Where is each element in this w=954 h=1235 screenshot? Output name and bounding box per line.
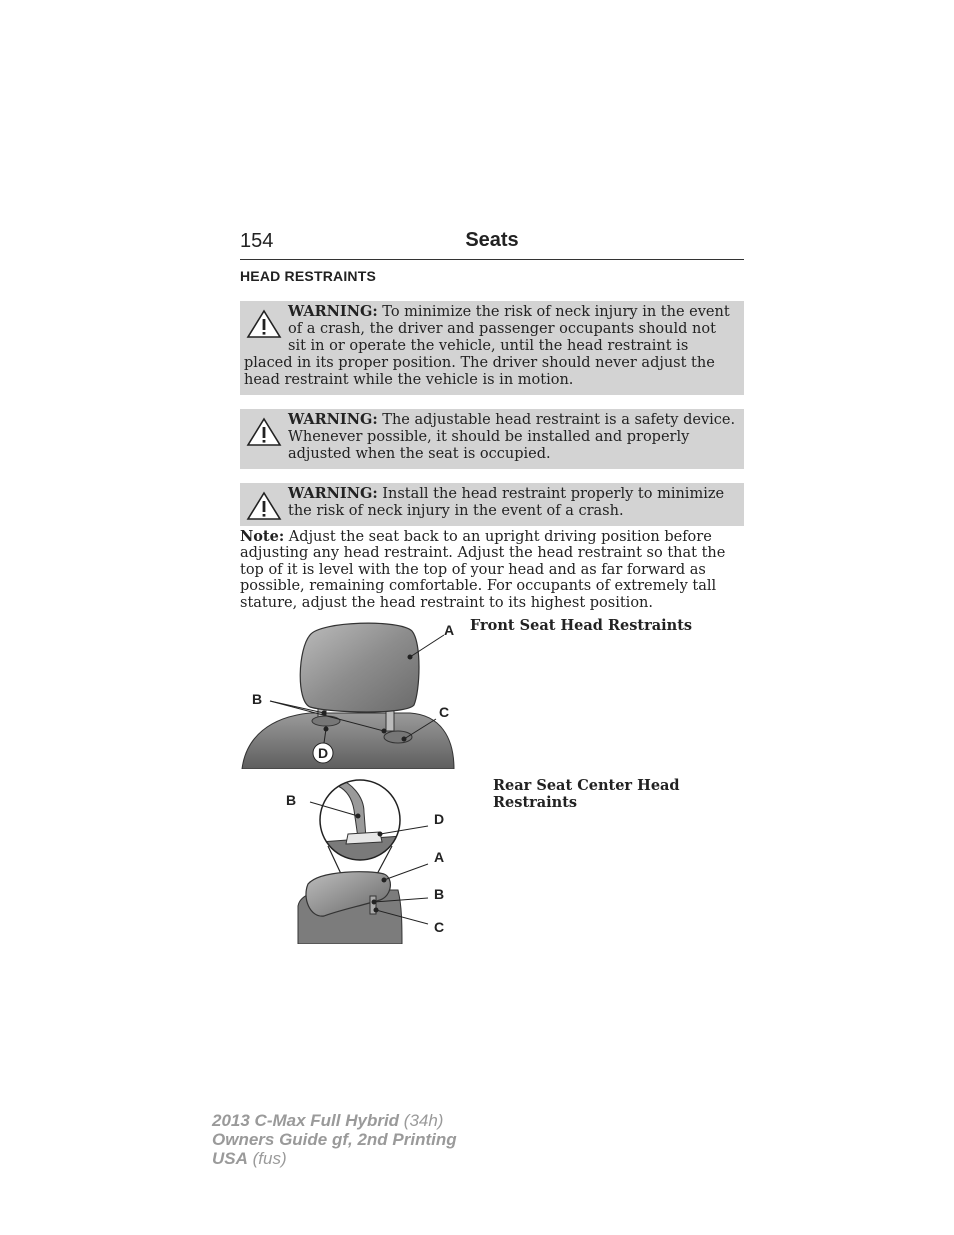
footer-market-code: (fus) (247, 1149, 287, 1168)
page-title: Seats (465, 229, 519, 251)
note-paragraph (240, 529, 744, 611)
callout-b: B (252, 691, 263, 707)
footer-line-1 (212, 1111, 457, 1130)
footer-line-2: Owners Guide gf, 2nd Printing (212, 1130, 457, 1149)
warning-triangle-icon (246, 491, 282, 521)
footer-line-3 (212, 1149, 457, 1168)
callout-b-top: B (286, 792, 297, 808)
warning-label: WARNING: (288, 303, 378, 320)
warning-box-2 (240, 409, 744, 469)
footer (212, 1111, 457, 1168)
rear-seat-center-head-restraint-illustration (280, 776, 460, 944)
callout-c: C (434, 919, 445, 935)
callout-d: D (318, 745, 329, 761)
footer-model: 2013 C-Max Full Hybrid (212, 1111, 400, 1130)
figure-caption-rear: Rear Seat Center Head Restraints (493, 777, 680, 811)
warning-triangle-icon (246, 309, 282, 339)
callout-a: A (434, 849, 445, 865)
warning-label: WARNING: (288, 485, 378, 502)
warning-triangle-icon (246, 417, 282, 447)
warning-text: Install the head restraint properly to minimize the risk of neck injury in the event of a crash. (288, 486, 725, 519)
warning-text: The adjustable head restraint is a safety device. Whenever possible, it should be installed and properly adjusted when the seat is occupied. (288, 412, 736, 462)
callout-b-bottom: B (434, 886, 445, 902)
callout-c: C (439, 704, 450, 720)
warning-text: To minimize the risk of neck injury in the event of a crash, the driver and passenger occupants should not sit in or operate the vehicle, until the head restraint is placed in its proper position. The driver should never adjust the head restraint while the vehicle is in motion. (244, 304, 730, 388)
note-label: Note: (240, 528, 285, 545)
callout-a: A (444, 622, 455, 638)
callout-d: D (434, 811, 445, 827)
page-number: 154 (240, 230, 274, 252)
warning-label: WARNING: (288, 411, 378, 428)
footer-market: USA (212, 1149, 248, 1168)
note-text: Adjust the seat back to an upright driving position before adjusting any head restraint. Adjust the head restraint so that the top of it is level with the top of your head and as far forward as possible, remaining comfortable. For occupants of extremely tall stature, adjust the head restraint to its highest position. (240, 529, 726, 611)
page-header (240, 229, 744, 260)
front-seat-head-restraint-illustration (240, 617, 462, 769)
footer-model-code: (34h) (399, 1111, 444, 1130)
section-heading: HEAD RESTRAINTS (240, 268, 377, 284)
figure-caption-front: Front Seat Head Restraints (470, 617, 693, 634)
warning-box-3 (240, 483, 744, 526)
warning-box-1 (240, 301, 744, 395)
